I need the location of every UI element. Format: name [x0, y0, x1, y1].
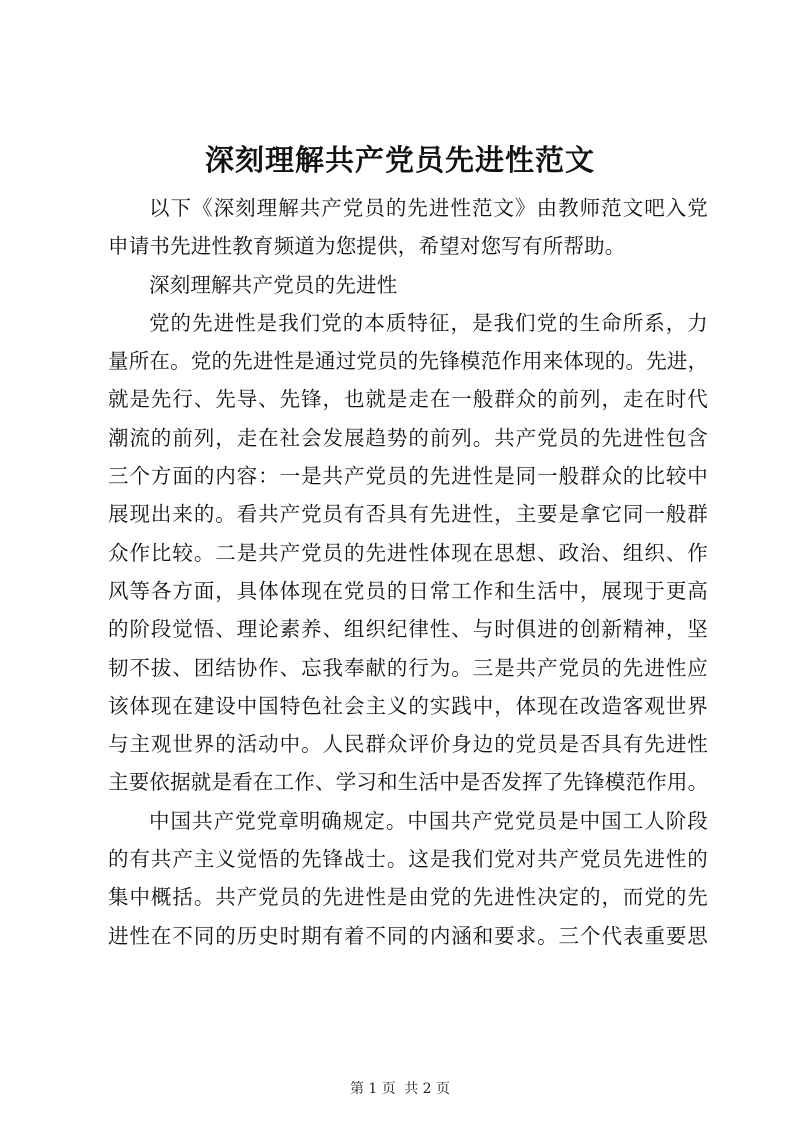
text-line: 该体现在建设中国特色社会主义的实践中，体现在改造客观世界: [108, 693, 708, 718]
text-line: 与主观世界的活动中。人民群众评价身边的党员是否具有先进性: [108, 732, 708, 757]
text-line: 申请书先进性教育频道为您提供，希望对您写有所帮助。: [108, 234, 626, 259]
paragraph: [108, 189, 708, 266]
document-body: [108, 189, 708, 955]
subheading: [108, 266, 708, 304]
text-line: 的阶段觉悟、理论素养、组织纪律性、与时俱进的创新精神，坚: [108, 617, 708, 642]
text-line: 潮流的前列，走在社会发展趋势的前列。共产党员的先进性包含: [108, 425, 708, 450]
text-line: 进性在不同的历史时期有着不同的内涵和要求。三个代表重要思: [108, 923, 708, 948]
paragraph: [108, 304, 708, 802]
text-line: 主要依据就是看在工作、学习和生活中是否发挥了先锋模范作用。: [108, 770, 709, 795]
text-line: 风等各方面，具体体现在党员的日常工作和生活中，展现于更高: [108, 578, 708, 603]
text-line: 众作比较。二是共产党员的先进性体现在思想、政治、组织、作: [108, 540, 708, 565]
text-line: 韧不拔、团结协作、忘我奉献的行为。三是共产党员的先进性应: [108, 655, 708, 680]
text-line: 展现出来的。看共产党员有否具有先进性，主要是拿它同一般群: [108, 502, 708, 527]
text-line: 量所在。党的先进性是通过党员的先锋模范作用来体现的。先进，: [108, 349, 709, 374]
document-title: 深刻理解共产党员先进性范文: [204, 143, 595, 177]
paragraph: [108, 802, 708, 955]
text-line: 集中概括。共产党员的先进性是由党的先进性决定的，而党的先: [108, 885, 708, 910]
text-line: 的有共产主义觉悟的先锋战士。这是我们党对共产党员先进性的: [108, 847, 708, 872]
text-line: 就是先行、先导、先锋，也就是走在一般群众的前列，走在时代: [108, 387, 708, 412]
text-line: 以下《深刻理解共产党员的先进性范文》由教师范文吧入党: [149, 196, 708, 220]
page-footer: [0, 1079, 800, 1099]
text-line: 三个方面的内容：一是共产党员的先进性是同一般群众的比较中: [108, 464, 708, 489]
text-line: 党的先进性是我们党的本质特征，是我们党的生命所系，力: [149, 310, 708, 335]
page-total: 共 2 页: [404, 1081, 451, 1097]
text-line: 深刻理解共产党员的先进性: [149, 272, 398, 297]
text-line: 中国共产党党章明确规定。中国共产党党员是中国工人阶段: [149, 808, 708, 833]
page-number: 第 1 页: [349, 1081, 396, 1097]
